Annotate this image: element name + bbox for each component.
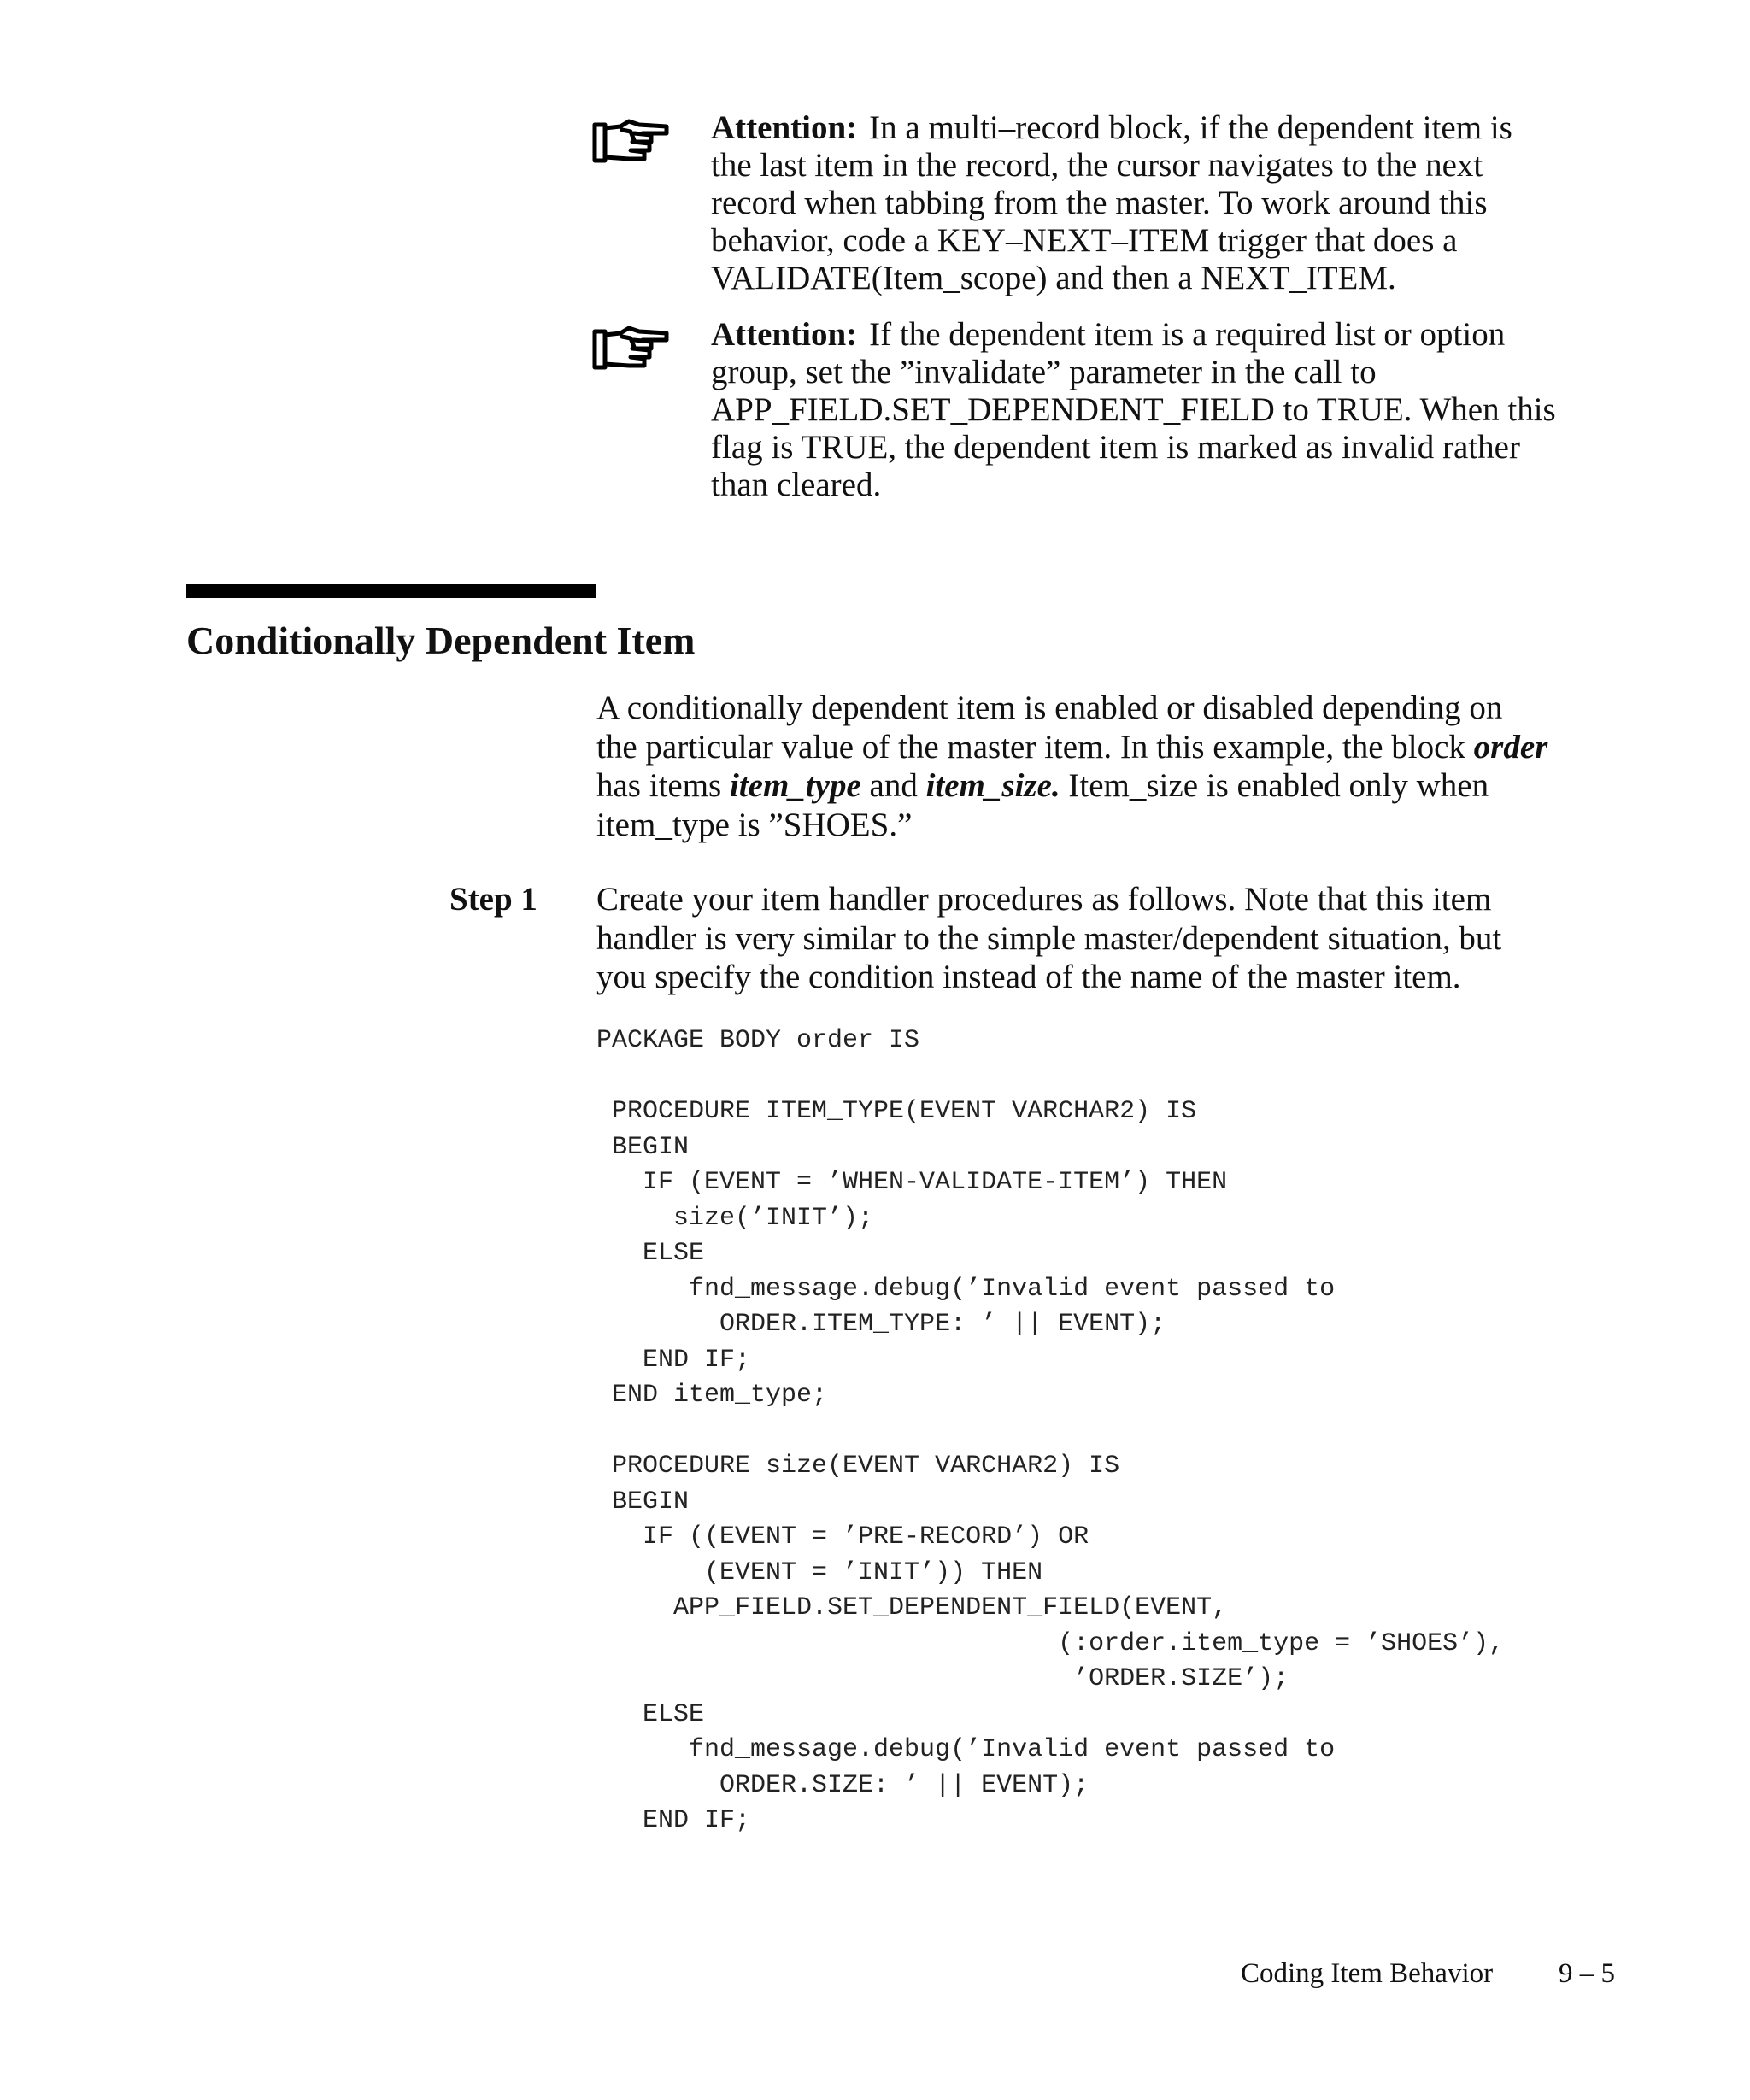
note-lead: Attention: <box>711 316 858 353</box>
note-line: group, set the ”invalidate” parameter in the call to <box>711 354 1377 390</box>
intro-line: A conditionally dependent item is enabled or disabled depending on <box>596 689 1503 726</box>
code-line: APP_FIELD.SET_DEPENDENT_FIELD(EVENT, <box>596 1593 1228 1622</box>
step-line: Create your item handler procedures as follows. Note that this item <box>596 881 1492 918</box>
code-line: (EVENT = ’INIT’)) THEN <box>596 1557 1043 1587</box>
note-text <box>711 316 1617 504</box>
code-line: ’ORDER.SIZE’); <box>596 1664 1289 1693</box>
note-line: APP_FIELD.SET_DEPENDENT_FIELD to TRUE. When this <box>711 391 1556 428</box>
section-title: Conditionally Dependent Item <box>186 619 696 662</box>
note-line: flag is TRUE, the dependent item is marked as invalid rather <box>711 429 1520 466</box>
code-line: ORDER.SIZE: ’ || EVENT); <box>596 1770 1089 1800</box>
code-line: IF (EVENT = ’WHEN-VALIDATE-ITEM’) THEN <box>596 1168 1228 1197</box>
pointing-hand-icon <box>591 323 670 378</box>
code-line: END item_type; <box>596 1381 828 1410</box>
note-line: the last item in the record, the cursor navigates to the next <box>711 147 1483 184</box>
footer-chapter-title: Coding Item Behavior <box>1241 1958 1494 1989</box>
intro-line <box>596 766 1622 806</box>
step-line: you specify the condition instead of the name of the master item. <box>596 959 1461 995</box>
intro-text: and <box>860 767 926 804</box>
emphasis-item-size: item_size. <box>925 767 1060 804</box>
step-label: Step 1 <box>449 881 537 918</box>
code-line: PROCEDURE ITEM_TYPE(EVENT VARCHAR2) IS <box>596 1097 1197 1126</box>
emphasis-item-type: item_type <box>729 767 861 804</box>
intro-line: item_type is ”SHOES.” <box>596 806 913 843</box>
code-line: fnd_message.debug(’Invalid event passed to <box>596 1735 1336 1764</box>
code-line: ORDER.ITEM_TYPE: ’ || EVENT); <box>596 1310 1166 1339</box>
code-line: BEGIN <box>596 1132 690 1162</box>
note-line: than cleared. <box>711 466 882 503</box>
code-line: END IF; <box>596 1806 751 1835</box>
code-line: size(’INIT’); <box>596 1203 874 1233</box>
code-listing <box>596 1024 1504 1839</box>
intro-text: the particular value of the master item. In this example, the block <box>596 728 1474 766</box>
section-rule <box>186 584 596 598</box>
code-line: PROCEDURE size(EVENT VARCHAR2) IS <box>596 1452 1120 1481</box>
step-text <box>596 880 1622 997</box>
code-line <box>596 1059 1504 1095</box>
code-line: fnd_message.debug(’Invalid event passed to <box>596 1274 1336 1304</box>
code-line: ELSE <box>596 1699 705 1729</box>
code-line: END IF; <box>596 1345 751 1375</box>
step-line: handler is very similar to the simple master/dependent situation, but <box>596 919 1502 957</box>
code-line: ELSE <box>596 1239 705 1268</box>
intro-text: has items <box>596 767 730 804</box>
intro-paragraph <box>596 689 1622 844</box>
note-text <box>711 109 1617 297</box>
code-line: (:order.item_type = ’SHOES’), <box>596 1628 1505 1658</box>
note-line: record when tabbing from the master. To work around this <box>711 185 1488 221</box>
footer-page-number: 9 – 5 <box>1559 1958 1615 1989</box>
code-line: IF ((EVENT = ’PRE-RECORD’) OR <box>596 1522 1089 1552</box>
note-line: behavior, code a KEY–NEXT–ITEM trigger that does a <box>711 222 1458 259</box>
code-line <box>596 1414 1504 1450</box>
code-line: PACKAGE BODY order IS <box>596 1026 920 1055</box>
note-line: VALIDATE(Item_scope) and then a NEXT_ITEM. <box>711 260 1396 296</box>
intro-line <box>596 728 1622 767</box>
emphasis-order: order <box>1473 728 1548 766</box>
note-line: In a multi–record block, if the dependent item is <box>869 109 1512 146</box>
pointing-hand-icon <box>591 116 670 171</box>
intro-text: Item_size is enabled only when <box>1060 767 1489 804</box>
note-lead: Attention: <box>711 109 858 146</box>
code-line: BEGIN <box>596 1487 690 1516</box>
note-line: If the dependent item is a required list or option <box>869 316 1506 353</box>
